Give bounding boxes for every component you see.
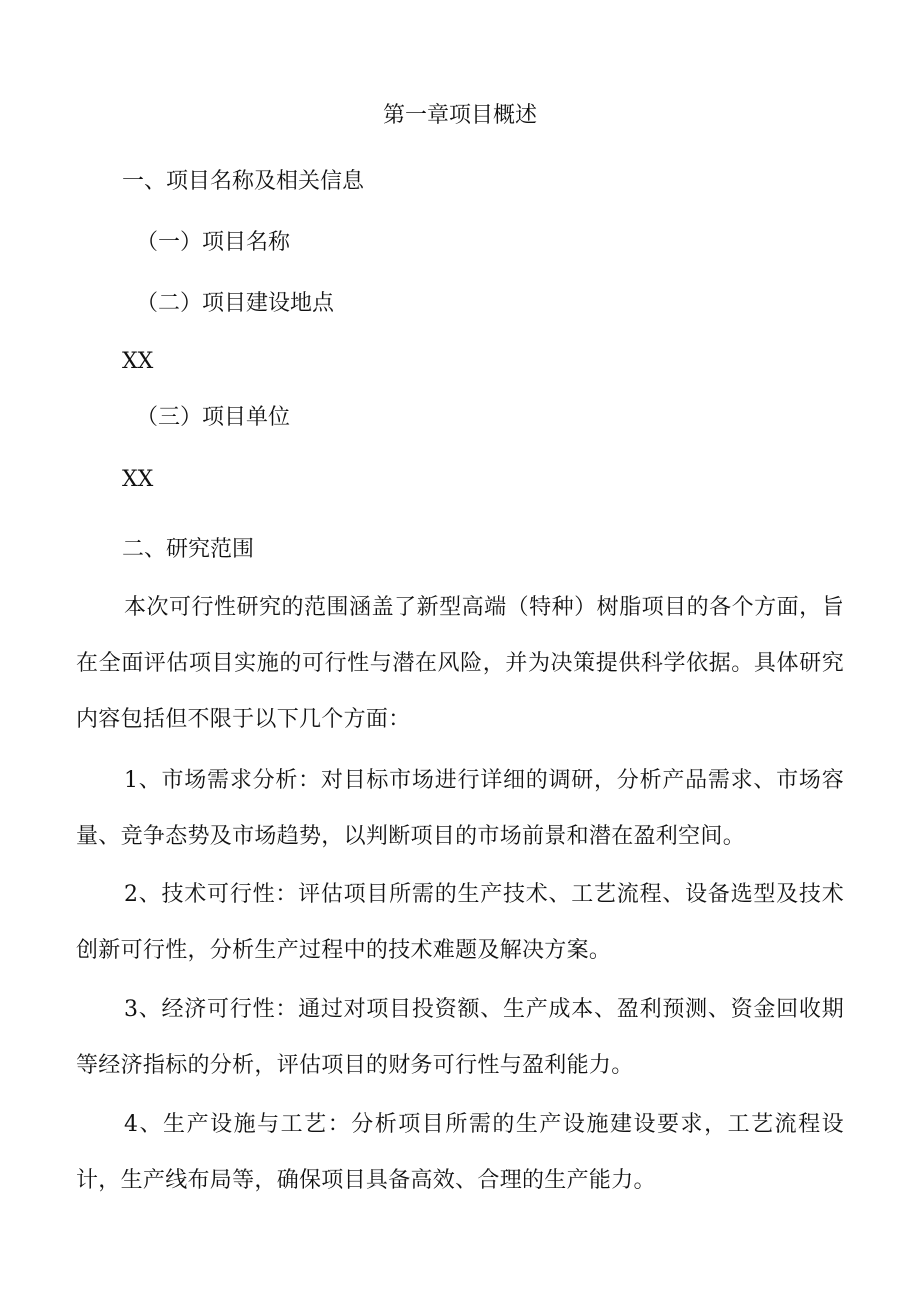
list-item-market: 1、市场需求分析：对目标市场进行详细的调研，分析产品需求、市场容量、竞争态势及市场趋势，以判断项目的市场前景和潜在盈利空间。 [76, 768, 844, 849]
list-item-technical: 2、技术可行性：评估项目所需的生产技术、工艺流程、设备选型及技术创新可行性，分析生产过程中的技术难题及解决方案。 [76, 882, 844, 963]
list-item-economic: 3、经济可行性：通过对项目投资额、生产成本、盈利预测、资金回收期等经济指标的分析，评估项目的财务可行性与盈利能力。 [76, 997, 844, 1078]
project-unit-value: XX [122, 467, 154, 492]
section-heading-2: 二、研究范围 [122, 537, 255, 562]
list-item-facilities: 4、生产设施与工艺：分析项目所需的生产设施建设要求，工艺流程设计，生产线布局等，确保项目具备高效、合理的生产能力。 [76, 1112, 844, 1193]
subsection-heading-project-unit: （三）项目单位 [136, 405, 291, 430]
intro-paragraph: 本次可行性研究的范围涵盖了新型高端（特种）树脂项目的各个方面，旨在全面评估项目实施的可行性与潜在风险，并为决策提供科学依据。具体研究内容包括但不限于以下几个方面： [76, 595, 844, 732]
project-location-value: XX [122, 349, 154, 374]
chapter-title: 第一章项目概述 [382, 103, 537, 128]
subsection-heading-project-location: （二）项目建设地点 [136, 291, 335, 316]
section-heading-1: 一、项目名称及相关信息 [122, 169, 365, 194]
subsection-heading-project-name: （一）项目名称 [136, 230, 291, 255]
